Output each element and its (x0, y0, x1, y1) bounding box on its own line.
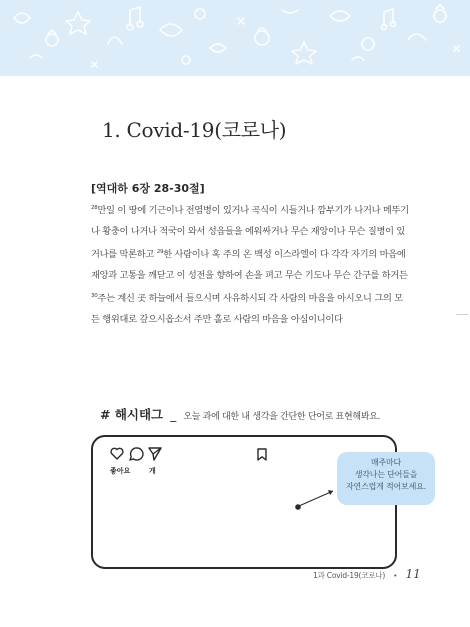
tip-line-2: 생각나는 단어들을 (354, 470, 418, 479)
margin-tick (456, 314, 468, 315)
verse-number-30: 30 (91, 293, 98, 299)
page-number: 11 (405, 567, 421, 581)
verse-number-29: 29 (156, 249, 164, 255)
tip-line-3: 자연스럽게 적어보세요. (346, 482, 426, 491)
tip-bubble (337, 452, 435, 505)
like-label: 좋아요 (110, 467, 131, 475)
page-title: 1. Covid-19(코로나) (102, 118, 287, 142)
like-count-unit: 개 (149, 467, 156, 475)
verse-28-text: 만일 이 땅에 기근이나 전염병이 있거나 곡식이 시들거나 깜부기가 나거나 메뚜기나 황충이 나거나 적국이 와서 성읍들을 에워싸거나 무슨 재앙이나 무슨 질병이 있거나를 막론하고 (91, 205, 409, 260)
verse-30-text: 주는 계신 곳 하늘에서 들으시며 사유하시되 각 사람의 마음을 아시오니 그의 모든 행위대로 갚으시옵소서 주만 홀로 사람의 마음을 아심이니이다 (91, 293, 403, 325)
tip-line-1: 매주마다 (370, 458, 402, 467)
hashtag-dash: _ (170, 408, 177, 422)
hashtag-prompt: 오늘 과에 대한 내 생각을 간단한 단어로 표현해봐요. (183, 412, 381, 422)
pointer-dot (295, 504, 301, 510)
footer-chapter: 1과 Covid-19(코로나) (313, 571, 386, 580)
hashtag-title: # 해시태그 (100, 407, 164, 422)
page-footer (313, 563, 421, 582)
verse-reference: [역대하 6장 28-30절] (91, 182, 205, 195)
verse-number-28: 28 (91, 205, 98, 211)
pointer-line (299, 491, 333, 506)
footer-separator: • (393, 572, 398, 580)
verse-29-text: 한 사람이나 혹 주의 온 백성 이스라엘이 다 각각 자기의 마음에 재앙과 고통을 깨닫고 이 성전을 향하여 손을 펴고 무슨 기도나 무슨 간구를 하거든 (91, 249, 408, 281)
